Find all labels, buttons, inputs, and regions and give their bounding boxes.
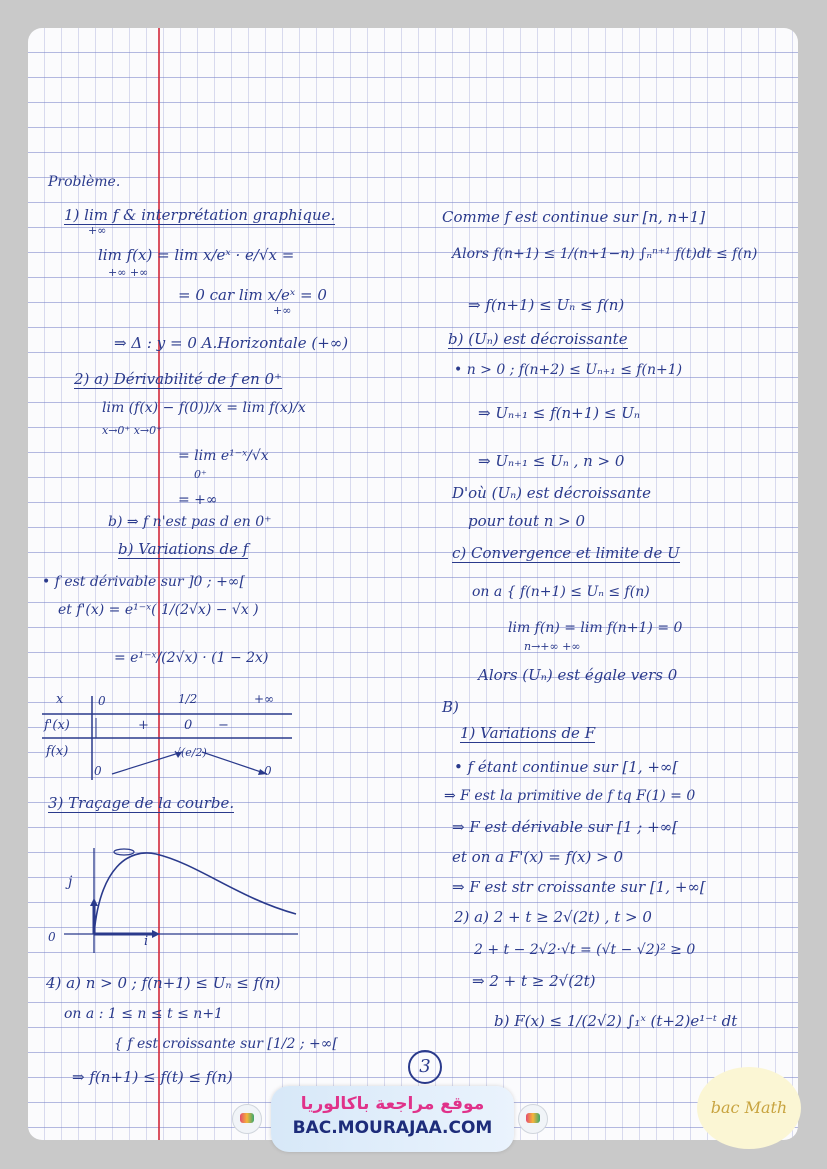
rB5: et on a F'(x) = f(x) > 0 (452, 848, 624, 866)
graph-origin: 0 (48, 930, 56, 944)
curve-sketch (58, 828, 308, 958)
s4-line1: 4) a) n > 0 ; f(n+1) ≤ Uₙ ≤ f(n) (46, 974, 281, 992)
r11: on a { f(n+1) ≤ Uₙ ≤ f(n) (472, 584, 650, 600)
s2-line1: lim (f(x) − f(0))/x = lim f(x)/x (102, 400, 306, 416)
s2-line3: = +∞ (178, 492, 218, 508)
r9: pour tout n > 0 (468, 512, 586, 530)
r13: Alors (Uₙ) est égale vers 0 (478, 666, 678, 684)
table-f-0: 0 (94, 764, 102, 778)
r1: Comme f est continue sur [n, n+1] (442, 208, 706, 226)
s2-line2-sub: 0⁺ (194, 468, 207, 481)
problem-title: Problème. (48, 174, 121, 190)
graph-x-label: i (144, 934, 149, 949)
site-logo-icon-left (232, 1104, 262, 1134)
r4: b) (Uₙ) est décroissante (448, 330, 628, 348)
banner-arabic-text: موقع مراجعة باكالوريا (300, 1094, 485, 1114)
r6: ⇒ Uₙ₊₁ ≤ f(n+1) ≤ Uₙ (478, 404, 640, 422)
s1-line1: lim f(x) = lim x/eˣ · e/√x = (98, 246, 295, 264)
table-x-1: 1/2 (178, 692, 198, 706)
s2-line4: b) ⇒ f n'est pas d en 0⁺ (108, 514, 272, 530)
rB2: • f étant continue sur [1, +∞[ (454, 758, 679, 776)
s1-line3: ⇒ Δ : y = 0 A.Horizontale (+∞) (114, 334, 349, 352)
r12: lim f(n) = lim f(n+1) = 0 (508, 620, 683, 636)
rB1: 1) Variations de F (460, 724, 596, 742)
s3-heading: 3) Traçage de la courbe. (48, 794, 235, 812)
table-fp-1: 0 (184, 718, 193, 733)
s2b-line3: = e¹⁻ˣ/(2√x) · (1 − 2x) (114, 650, 269, 666)
rB10: b) F(x) ≤ 1/(2√2) ∫₁ˣ (t+2)e¹⁻ᵗ dt (494, 1012, 738, 1030)
s2-heading: 2) a) Dérivabilité de f en 0⁺ (74, 370, 283, 388)
s4-line3: { f est croissante sur [1/2 ; +∞[ (114, 1036, 338, 1052)
rB: B) (442, 698, 459, 716)
rB4: ⇒ F est dérivable sur [1 ; +∞[ (452, 818, 678, 836)
r10: c) Convergence et limite de U (452, 544, 680, 562)
table-x-label: x (56, 692, 64, 707)
s2-line2: = lim e¹⁻ˣ/√x (178, 448, 269, 464)
notebook-page (28, 28, 798, 1140)
s1-heading: 1) lim f & interprétation graphique. (64, 206, 336, 224)
r2: Alors f(n+1) ≤ 1/(n+1−n) ∫ₙⁿ⁺¹ f(t)dt ≤ f(n) (452, 246, 758, 262)
table-fp-label: f'(x) (44, 718, 70, 733)
table-x-2: +∞ (254, 692, 275, 706)
s2b-line2: et f'(x) = e¹⁻ˣ( 1/(2√x) − √x ) (58, 602, 259, 618)
table-f-1: √(e/2) (174, 746, 207, 759)
table-f-2: 0 (264, 764, 272, 778)
bac-math-logo: bac Math (697, 1067, 801, 1149)
banner-url[interactable]: BAC.MOURAJAA.COM (292, 1118, 493, 1138)
s4-line4: ⇒ f(n+1) ≤ f(t) ≤ f(n) (72, 1068, 233, 1086)
site-logo-icon-right (518, 1104, 548, 1134)
rB7: 2) a) 2 + t ≥ 2√(2t) , t > 0 (454, 908, 652, 926)
s2b-line1: • f est dérivable sur ]0 ; +∞[ (42, 574, 245, 590)
table-fp-2: − (218, 718, 229, 733)
s1-line2: = 0 car lim x/eˣ = 0 (178, 286, 327, 304)
s2-line1-sub: x→0⁺ x→0⁺ (102, 424, 162, 437)
graph-y-label: j (68, 874, 73, 890)
s4-line2: on a : 1 ≤ n ≤ t ≤ n+1 (64, 1006, 223, 1022)
s2b-heading: b) Variations de f (118, 540, 249, 558)
table-f-label: f(x) (46, 744, 69, 759)
page-number: 3 (408, 1050, 442, 1084)
s1-line2-sub: +∞ (273, 304, 292, 317)
rB3: ⇒ F est la primitive de f tq F(1) = 0 (444, 788, 696, 804)
r7: ⇒ Uₙ₊₁ ≤ Uₙ , n > 0 (478, 452, 625, 470)
r12-sub: n→+∞ +∞ (524, 640, 581, 653)
r8: D'où (Uₙ) est décroissante (452, 484, 651, 502)
s1-line1-sub: +∞ +∞ (108, 266, 149, 279)
table-x-0: 0 (98, 694, 106, 708)
site-banner[interactable] (271, 1086, 514, 1152)
r3: ⇒ f(n+1) ≤ Uₙ ≤ f(n) (468, 296, 625, 314)
rB6: ⇒ F est str croissante sur [1, +∞[ (452, 878, 706, 896)
rB8: 2 + t − 2√2·√t = (√t − √2)² ≥ 0 (474, 942, 696, 958)
rB9: ⇒ 2 + t ≥ 2√(2t) (472, 972, 596, 990)
table-fp-0: + (138, 718, 149, 733)
r5: • n > 0 ; f(n+2) ≤ Uₙ₊₁ ≤ f(n+1) (454, 362, 683, 378)
s1-sub: +∞ (88, 224, 107, 237)
